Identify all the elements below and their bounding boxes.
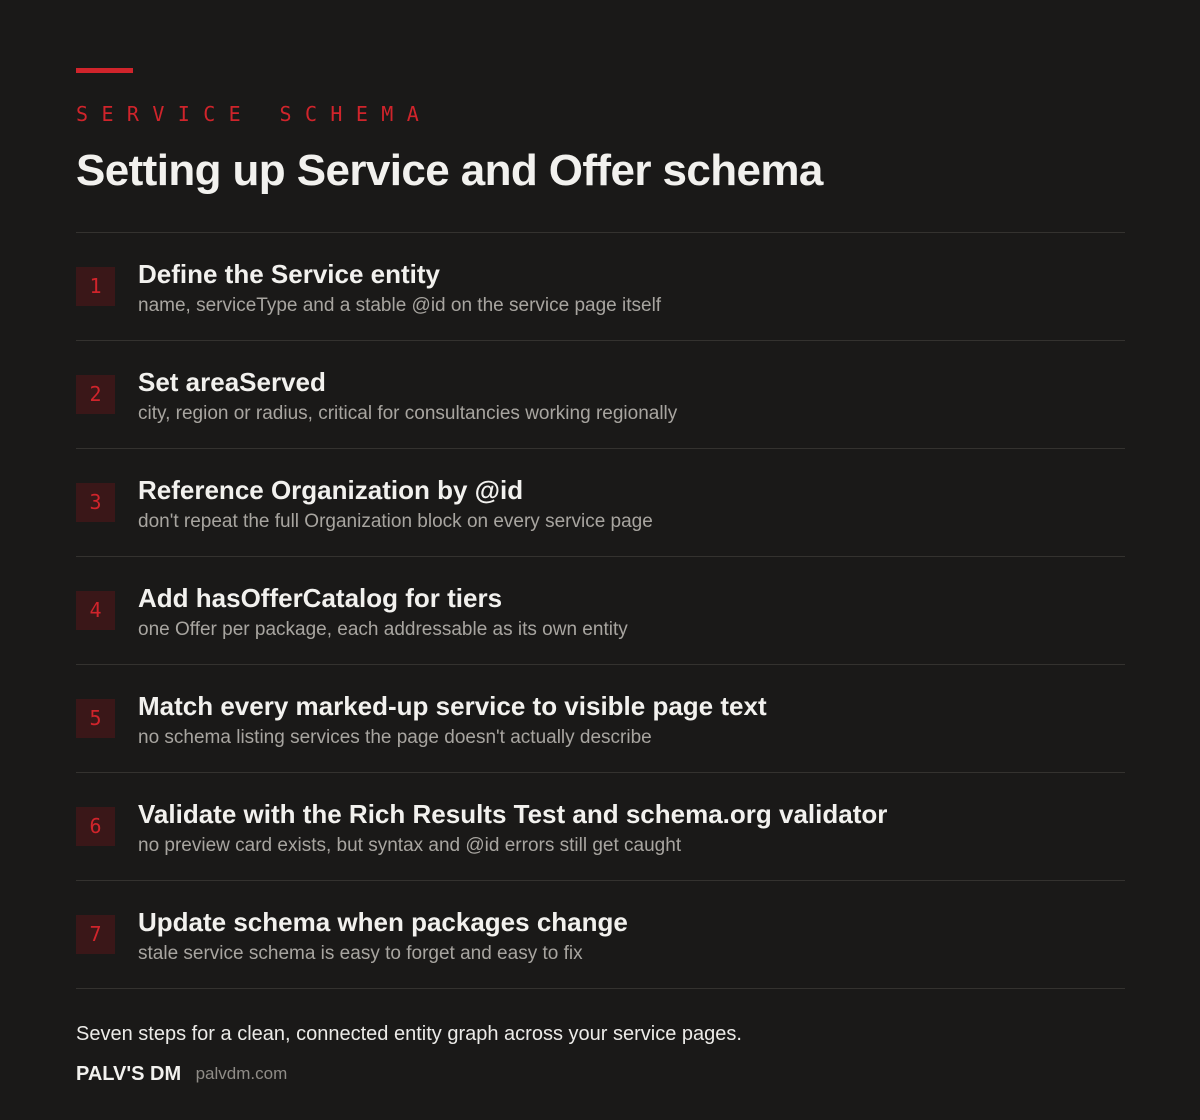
step-item bbox=[76, 449, 1125, 557]
step-number-badge: 2 bbox=[76, 375, 115, 414]
step-number-badge: 3 bbox=[76, 483, 115, 522]
step-number-badge: 6 bbox=[76, 807, 115, 846]
step-description: name, serviceType and a stable @id on the service page itself bbox=[138, 295, 662, 316]
kicker-label: SERVICE SCHEMA bbox=[76, 102, 433, 126]
step-title: Update schema when packages change bbox=[138, 907, 628, 937]
page-title: Setting up Service and Offer schema bbox=[76, 146, 823, 195]
step-description: no preview card exists, but syntax and @id errors still get caught bbox=[138, 835, 682, 856]
step-item bbox=[76, 341, 1125, 449]
step-item bbox=[76, 881, 1125, 989]
step-description: city, region or radius, critical for consultancies working regionally bbox=[138, 403, 678, 424]
step-number-badge: 1 bbox=[76, 267, 115, 306]
step-description: don't repeat the full Organization block on every service page bbox=[138, 511, 653, 532]
step-item bbox=[76, 557, 1125, 665]
step-description: stale service schema is easy to forget and easy to fix bbox=[138, 943, 583, 964]
step-item bbox=[76, 773, 1125, 881]
footer bbox=[76, 1062, 287, 1086]
step-item bbox=[76, 665, 1125, 773]
step-description: one Offer per package, each addressable as its own entity bbox=[138, 619, 628, 640]
step-title: Reference Organization by @id bbox=[138, 475, 524, 505]
page bbox=[76, 0, 1125, 1120]
step-description: no schema listing services the page doesn't actually describe bbox=[138, 727, 652, 748]
step-title: Validate with the Rich Results Test and schema.org validator bbox=[138, 799, 888, 829]
step-item bbox=[76, 233, 1125, 341]
step-title: Add hasOfferCatalog for tiers bbox=[138, 583, 503, 613]
step-number-badge: 4 bbox=[76, 591, 115, 630]
step-title: Match every marked-up service to visible page text bbox=[138, 691, 767, 721]
brand-name: PALV'S DM bbox=[76, 1063, 182, 1085]
site-url[interactable]: palvdm.com bbox=[195, 1064, 288, 1083]
step-title: Define the Service entity bbox=[138, 259, 440, 289]
accent-bar bbox=[76, 68, 133, 73]
steps-list bbox=[76, 232, 1125, 989]
step-title: Set areaServed bbox=[138, 367, 326, 397]
step-number-badge: 5 bbox=[76, 699, 115, 738]
summary-text: Seven steps for a clean, connected entity graph across your service pages. bbox=[76, 1023, 742, 1045]
step-number-badge: 7 bbox=[76, 915, 115, 954]
